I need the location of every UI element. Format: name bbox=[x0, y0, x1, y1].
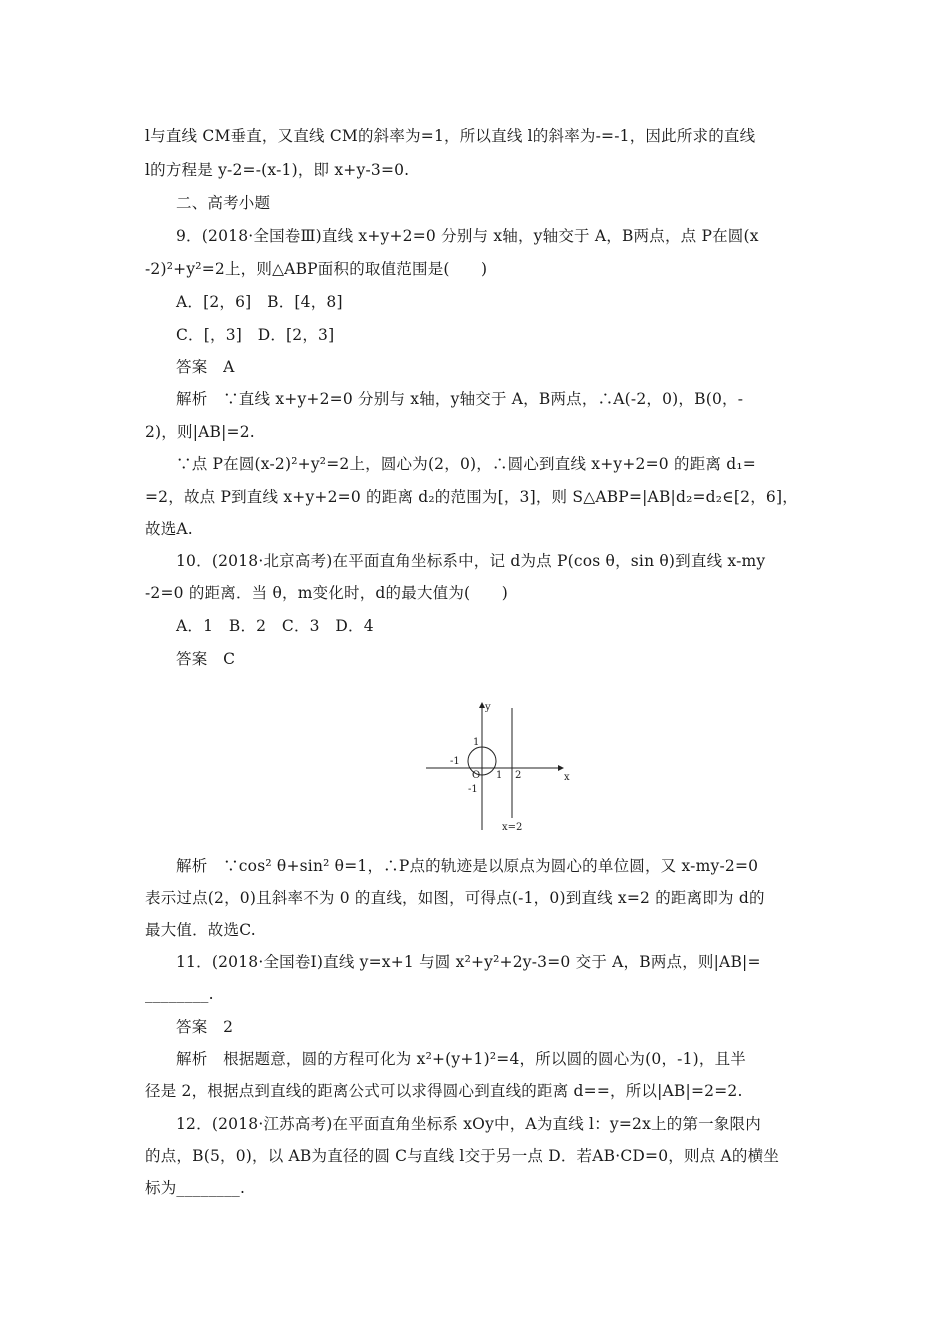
solution-9: 解析 ∵直线 x+y+2=0 分别与 x轴，y轴交于 A，B两点，∴A(-2，0)，B(0，- bbox=[176, 390, 744, 408]
section-heading: 二、高考小题 bbox=[176, 194, 271, 212]
text-line: 径是 2，根据点到直线的距离公式可以求得圆心到直线的距离 d==，所以|AB|=2=2. bbox=[145, 1082, 743, 1100]
question-9: 9．(2018·全国卷Ⅲ)直线 x+y+2=0 分别与 x轴，y轴交于 A，B两点，点 P在圆(x bbox=[176, 227, 759, 245]
line-label: x=2 bbox=[502, 822, 523, 833]
text-line: 最大值．故选C. bbox=[145, 921, 256, 939]
question-11: 11．(2018·全国卷Ⅰ)直线 y=x+1 与圆 x²+y²+2y-3=0 交于 A，B两点，则|AB|= bbox=[176, 953, 761, 971]
text-line: 的点，B(5，0)，以 AB为直径的圆 C与直线 l交于另一点 D．若AB·CD=0，则点 A的横坐 bbox=[145, 1147, 780, 1165]
text-line: ∵点 P在圆(x-2)²+y²=2上，圆心为(2，0)，∴圆心到直线 x+y+2=0 的距离 d₁= bbox=[176, 455, 756, 473]
text-line: 表示过点(2，0)且斜率不为 0 的直线，如图，可得点(-1，0)到直线 x=2 的距离即为 d的 bbox=[145, 889, 765, 907]
tick-label: -1 bbox=[468, 784, 478, 795]
tick-label: -1 bbox=[450, 756, 460, 767]
solution-10: 解析 ∵cos² θ+sin² θ=1，∴P点的轨迹是以原点为圆心的单位圆，又 x-my-2=0 bbox=[176, 857, 759, 875]
option-line: A．1 B．2 C．3 D．4 bbox=[176, 617, 374, 635]
x-axis-arrow bbox=[558, 765, 564, 771]
question-10: 10．(2018·北京高考)在平面直角坐标系中，记 d为点 P(cos θ，sin θ)到直线 x-my bbox=[176, 552, 766, 570]
x-axis-label: x bbox=[564, 772, 570, 783]
text-line: =2，故点 P到直线 x+y+2=0 的距离 d₂的范围为[，3]，则 S△ABP=|AB|d₂=d₂∈[2，6]， bbox=[145, 488, 798, 506]
text-line: l与直线 CM垂直，又直线 CM的斜率为=1，所以直线 l的斜率为-=-1，因此所求的直线 bbox=[145, 127, 756, 145]
text-line: -2)²+y²=2上，则△ABP面积的取值范围是( ) bbox=[145, 260, 488, 278]
tick-label: 1 bbox=[496, 770, 503, 781]
coordinate-figure bbox=[420, 700, 570, 840]
text-line: 标为________. bbox=[145, 1179, 246, 1197]
text-line: 2)，则|AB|=2. bbox=[145, 423, 255, 441]
origin-label: O bbox=[472, 770, 481, 781]
text-line: l的方程是 y-2=-(x-1)，即 x+y-3=0. bbox=[145, 161, 410, 179]
tick-label: 1 bbox=[473, 737, 480, 748]
answer-10: 答案 C bbox=[176, 650, 236, 668]
solution-11: 解析 根据题意，圆的方程可化为 x²+(y+1)²=4，所以圆的圆心为(0，-1)，且半 bbox=[176, 1050, 746, 1068]
text-line: 故选A. bbox=[145, 520, 193, 538]
option-line: A．[2，6] B．[4，8] bbox=[176, 293, 343, 311]
answer-11: 答案 2 bbox=[176, 1018, 234, 1036]
blank-line: ________. bbox=[145, 985, 214, 1003]
question-12: 12．(2018·江苏高考)在平面直角坐标系 xOy中，A为直线 l：y=2x上的第一象限内 bbox=[176, 1115, 761, 1133]
tick-label: 2 bbox=[515, 770, 522, 781]
answer-9: 答案 A bbox=[176, 358, 235, 376]
text-line: -2=0 的距离．当 θ，m变化时，d的最大值为( ) bbox=[145, 584, 508, 602]
y-axis-label: y bbox=[485, 702, 491, 713]
option-line: C．[，3] D．[2，3] bbox=[176, 326, 335, 344]
